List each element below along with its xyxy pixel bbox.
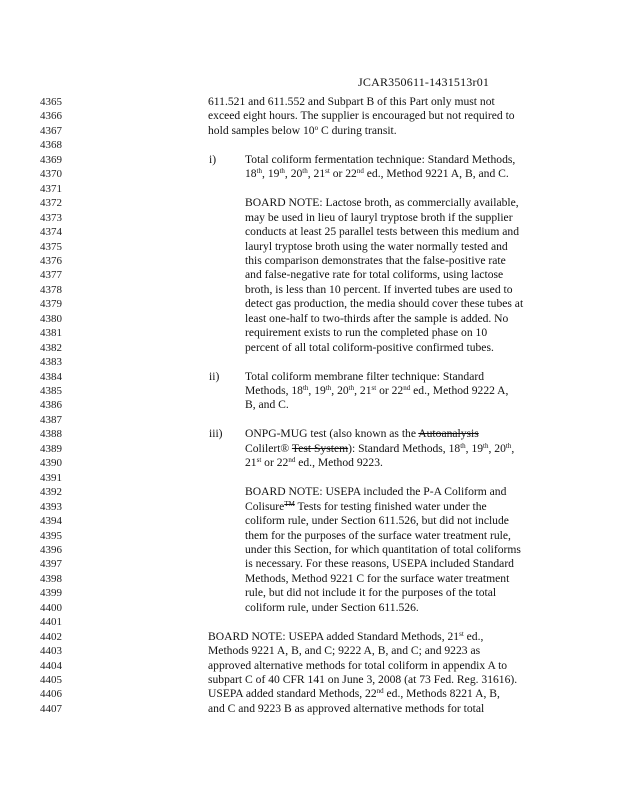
line-number: 4366: [40, 110, 62, 123]
line-text: is necessary. For these reasons, USEPA included Standard: [245, 557, 514, 571]
list-marker: i): [209, 152, 217, 166]
line-text: Total coliform membrane filter technique: Standard: [245, 369, 485, 383]
line-number: 4393: [40, 500, 62, 513]
line-text: under this Section, for which quantitation of total coliforms: [245, 542, 521, 556]
text-line: [0, 326, 618, 340]
line-number: 4401: [40, 616, 62, 629]
line-text: 611.521 and 611.552 and Subpart B of this Part only must not: [208, 95, 495, 108]
line-text: 18th, 19th, 20th, 21st or 22nd ed., Method 9221 A, B, and C.: [245, 167, 509, 181]
text-line: [0, 370, 618, 384]
line-number: 4386: [40, 399, 62, 412]
line-number: 4371: [40, 182, 62, 195]
line-number: 4405: [40, 674, 62, 686]
text-line: [0, 572, 618, 586]
text-line: [0, 384, 618, 398]
text-line: [0, 109, 618, 123]
line-text: requirement exists to run the completed phase on 10: [245, 326, 488, 340]
line-number: 4377: [40, 269, 62, 282]
line-text: detect gas production, the media should cover these tubes at: [245, 297, 524, 311]
line-number: 4403: [40, 645, 62, 658]
line-number: 4400: [40, 601, 62, 614]
line-number: 4373: [40, 211, 62, 224]
line-number: 4392: [40, 486, 62, 499]
line-text: BOARD NOTE: Lactose broth, as commercially available,: [245, 196, 519, 210]
document-id-header: JCAR350611-1431513r01: [358, 75, 490, 89]
line-number: 4372: [40, 197, 62, 210]
text-line: [0, 586, 618, 600]
text-line: [0, 254, 618, 268]
text-line: [0, 543, 618, 557]
line-number: 4374: [40, 226, 62, 239]
line-number: 4399: [40, 587, 62, 600]
line-number: 4382: [40, 341, 62, 354]
line-text: and false-negative rate for total coliforms, using lactose: [245, 268, 504, 282]
line-number: 4404: [40, 659, 62, 672]
line-text: rule, but did not include it for the purposes of the total: [245, 586, 497, 600]
text-line: [0, 138, 618, 152]
text-line: [0, 485, 618, 499]
line-text: Methods, Method 9221 C for the surface water treatment: [245, 571, 510, 585]
line-text: and C and 9223 B as approved alternative methods for total: [208, 701, 485, 715]
line-number: 4369: [40, 153, 62, 166]
line-number: 4376: [40, 254, 62, 267]
line-text: this comparison demonstrates that the false-positive rate: [245, 253, 506, 267]
line-text: coliform rule, under Section 611.526, but did not include: [245, 514, 509, 528]
text-line: [0, 312, 618, 326]
text-line: [0, 413, 618, 427]
list-marker: ii): [209, 369, 220, 383]
line-number: 4402: [40, 630, 62, 643]
text-line: [0, 196, 618, 210]
text-line: [0, 514, 618, 528]
line-number: 4407: [40, 702, 62, 715]
line-number: 4379: [40, 298, 62, 311]
text-line: [0, 456, 618, 470]
line-text: ONPG-MUG test (also known as the Autoanalysis: [245, 427, 479, 441]
line-text: approved alternative methods for total coliform in appendix A to: [208, 658, 508, 672]
text-line: [0, 297, 618, 311]
line-text: broth, is less than 10 percent. If inverted tubes are used to: [245, 282, 513, 296]
line-text: least one-half to two-thirds after the sample is added. No: [245, 311, 509, 325]
line-number: 4367: [40, 124, 62, 137]
line-text: BOARD NOTE: USEPA included the P-A Coliform and: [245, 485, 507, 499]
text-line: [0, 427, 618, 441]
text-line: [0, 471, 618, 485]
line-number: 4380: [40, 312, 62, 325]
line-text: Colilert® Test System): Standard Methods, 18th, 19th, 20th,: [245, 441, 515, 455]
line-text: 21st or 22nd ed., Method 9223.: [245, 456, 383, 470]
line-number: 4394: [40, 515, 62, 528]
text-line: [0, 659, 618, 673]
line-text: USEPA added standard Methods, 22nd ed., Methods 8221 A, B,: [208, 687, 500, 701]
line-number: 4381: [40, 327, 62, 340]
line-number: 4368: [40, 139, 62, 152]
text-line: [0, 182, 618, 196]
line-number: 4390: [40, 457, 62, 470]
text-line: [0, 355, 618, 369]
text-line: [0, 341, 618, 355]
line-number: 4396: [40, 543, 62, 556]
line-number: 4384: [40, 370, 62, 383]
line-number: 4391: [40, 471, 62, 484]
line-text: them for the purposes of the surface water treatment rule,: [245, 528, 511, 542]
text-line: [0, 398, 618, 412]
text-line: [0, 557, 618, 571]
text-line: [0, 500, 618, 514]
line-number: 4383: [40, 356, 62, 369]
line-number: 4397: [40, 558, 62, 571]
text-line: [0, 442, 618, 456]
line-number: 4375: [40, 240, 62, 253]
line-text: Methods 9221 A, B, and C; 9222 A, B, and C; and 9223 as: [208, 644, 481, 658]
text-line: [0, 673, 618, 687]
text-line: [0, 687, 618, 701]
line-number: 4387: [40, 413, 62, 426]
text-line: [0, 153, 618, 167]
line-text: B, and C.: [245, 398, 289, 412]
text-line: [0, 268, 618, 282]
line-text: Colisure™ Tests for testing finished water under the: [245, 499, 487, 513]
line-number: 4388: [40, 428, 62, 441]
text-line: [0, 644, 618, 658]
text-line: [0, 211, 618, 225]
line-text: coliform rule, under Section 611.526.: [245, 600, 419, 614]
text-line: [0, 95, 618, 109]
line-text: BOARD NOTE: USEPA added Standard Methods, 21st ed.,: [208, 629, 484, 643]
text-line: [0, 225, 618, 239]
line-number: 4370: [40, 168, 62, 181]
line-number: 4406: [40, 688, 62, 701]
line-text: conducts at least 25 parallel tests between this medium and: [245, 225, 519, 239]
line-number: 4385: [40, 385, 62, 397]
line-text: percent of all total coliform-positive confirmed tubes.: [245, 340, 494, 354]
text-line: [0, 167, 618, 181]
line-number: 4389: [40, 442, 62, 455]
line-text: subpart C of 40 CFR 141 on June 3, 2008 (at 73 Fed. Reg. 31616).: [208, 673, 518, 686]
line-number: 4395: [40, 529, 62, 542]
line-text: exceed eight hours. The supplier is encouraged but not required to: [208, 109, 515, 123]
line-text: Methods, 18th, 19th, 20th, 21st or 22nd ed., Method 9222 A,: [245, 384, 509, 397]
text-line: [0, 124, 618, 138]
line-text: may be used in lieu of lauryl tryptose broth if the supplier: [245, 210, 513, 224]
text-line: [0, 529, 618, 543]
text-line: [0, 240, 618, 254]
text-line: [0, 283, 618, 297]
line-text: lauryl tryptose broth using the water normally tested and: [245, 239, 508, 253]
text-line: [0, 601, 618, 615]
list-marker: iii): [209, 427, 223, 441]
line-number: 4365: [40, 96, 62, 108]
text-line: [0, 630, 618, 644]
line-number: 4378: [40, 283, 62, 296]
text-line: [0, 702, 618, 716]
line-number: 4398: [40, 572, 62, 585]
line-text: Total coliform fermentation technique: Standard Methods,: [245, 152, 516, 166]
line-text: hold samples below 10$^o$ C during transit.: [208, 123, 397, 137]
text-line: [0, 615, 618, 629]
